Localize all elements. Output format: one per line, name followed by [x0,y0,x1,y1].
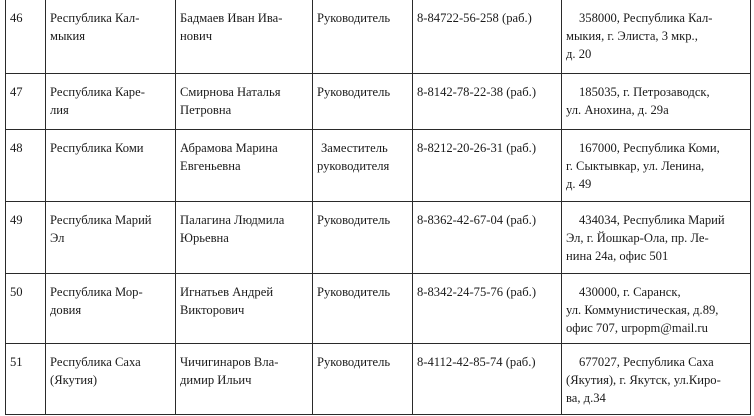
region-cell: Республика Марий Эл [46,201,176,273]
row-number: 51 [6,343,46,414]
address-cell: 185035, г. Петрозаводск, ул. Анохина, д. 29а [562,73,751,129]
table-row [6,0,751,73]
address-cell: 358000, Республика Кал- мыкия, г. Элиста, 3 мкр., д. 20 [562,0,751,73]
position-cell: Руководитель [313,343,413,414]
position-cell: Заместитель руководителя [313,129,413,201]
table-row [6,129,751,201]
contacts-table [5,0,751,415]
name-cell: Палагина Людмила Юрьевна [176,201,313,273]
region-cell: Республика Кал- мыкия [46,0,176,73]
position-cell: Руководитель [313,73,413,129]
address-cell: 167000, Республика Коми, г. Сыктывкар, ул. Ленина, д. 49 [562,129,751,201]
address-cell: 434034, Республика Марий Эл, г. Йошкар-Ола, пр. Ле- нина 24а, офис 501 [562,201,751,273]
row-number: 50 [6,273,46,343]
position-cell: Руководитель [313,273,413,343]
table-row [6,73,751,129]
row-number: 49 [6,201,46,273]
phone-cell: 8-8342-24-75-76 (раб.) [413,273,562,343]
region-cell: Республика Мор- довия [46,273,176,343]
address-cell: 677027, Республика Саха (Якутия), г. Якутск, ул.Киро- ва, д.34 [562,343,751,414]
name-cell: Игнатьев Андрей Викторович [176,273,313,343]
row-number: 47 [6,73,46,129]
name-cell: Бадмаев Иван Ива- нович [176,0,313,73]
row-number: 46 [6,0,46,73]
region-cell: Республика Саха (Якутия) [46,343,176,414]
name-cell: Абрамова Марина Евгеньевна [176,129,313,201]
phone-cell: 8-8212-20-26-31 (раб.) [413,129,562,201]
table-row [6,273,751,343]
address-cell: 430000, г. Саранск, ул. Коммунистическая, д.89, офис 707, urpopm@mail.ru [562,273,751,343]
phone-cell: 8-8142-78-22-38 (раб.) [413,73,562,129]
position-cell: Руководитель [313,0,413,73]
row-number: 48 [6,129,46,201]
table-row [6,201,751,273]
table-row [6,343,751,414]
phone-cell: 8-4112-42-85-74 (раб.) [413,343,562,414]
region-cell: Республика Каре- лия [46,73,176,129]
phone-cell: 8-84722-56-258 (раб.) [413,0,562,73]
position-cell: Руководитель [313,201,413,273]
name-cell: Чичигинаров Вла- димир Ильич [176,343,313,414]
name-cell: Смирнова Наталья Петровна [176,73,313,129]
region-cell: Республика Коми [46,129,176,201]
phone-cell: 8-8362-42-67-04 (раб.) [413,201,562,273]
